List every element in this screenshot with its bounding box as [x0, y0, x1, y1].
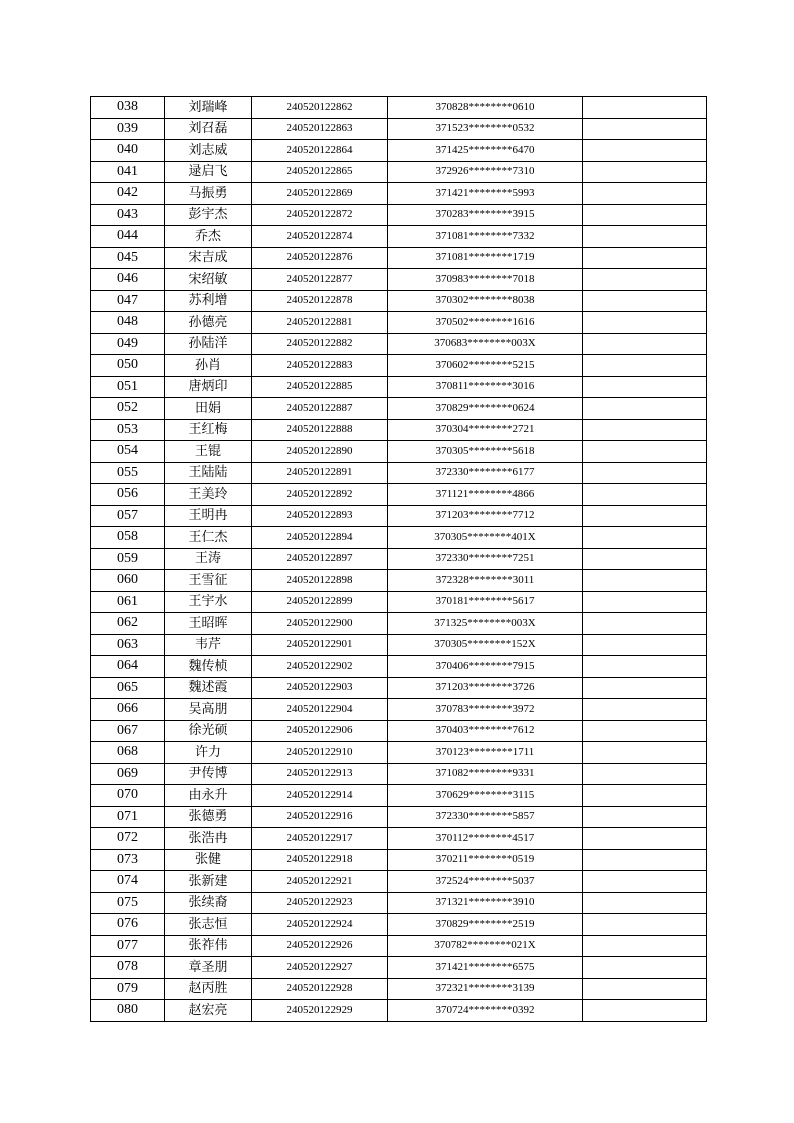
ticket-number-cell: 240520122900 [252, 613, 388, 635]
id-number-cell: 370283********3915 [388, 204, 583, 226]
table-row [91, 656, 707, 678]
name-cell: 吴高朋 [165, 699, 252, 721]
name-cell: 张浩冉 [165, 828, 252, 850]
seq-cell: 060 [91, 570, 165, 592]
blank-cell [583, 1000, 707, 1022]
table-row [91, 484, 707, 506]
table-row [91, 785, 707, 807]
table-row [91, 269, 707, 291]
ticket-number-cell: 240520122921 [252, 871, 388, 893]
id-number-cell: 370181********5617 [388, 591, 583, 613]
blank-cell [583, 312, 707, 334]
seq-cell: 072 [91, 828, 165, 850]
blank-cell [583, 161, 707, 183]
blank-cell [583, 269, 707, 291]
name-cell: 孙陆洋 [165, 333, 252, 355]
name-cell: 王宇水 [165, 591, 252, 613]
ticket-number-cell: 240520122917 [252, 828, 388, 850]
name-cell: 唐炳印 [165, 376, 252, 398]
table-row [91, 97, 707, 119]
blank-cell [583, 570, 707, 592]
name-cell: 王昭晖 [165, 613, 252, 635]
name-cell: 王陆陆 [165, 462, 252, 484]
id-number-cell: 372524********5037 [388, 871, 583, 893]
ticket-number-cell: 240520122878 [252, 290, 388, 312]
table-row [91, 1000, 707, 1022]
blank-cell [583, 914, 707, 936]
ticket-number-cell: 240520122869 [252, 183, 388, 205]
blank-cell [583, 892, 707, 914]
blank-cell [583, 742, 707, 764]
table-row [91, 914, 707, 936]
id-number-cell: 370829********0624 [388, 398, 583, 420]
table-row [91, 699, 707, 721]
seq-cell: 075 [91, 892, 165, 914]
ticket-number-cell: 240520122918 [252, 849, 388, 871]
name-cell: 魏传桢 [165, 656, 252, 678]
ticket-number-cell: 240520122923 [252, 892, 388, 914]
ticket-number-cell: 240520122882 [252, 333, 388, 355]
id-number-cell: 370724********0392 [388, 1000, 583, 1022]
ticket-number-cell: 240520122894 [252, 527, 388, 549]
blank-cell [583, 204, 707, 226]
name-cell: 王仁杰 [165, 527, 252, 549]
id-number-cell: 371081********7332 [388, 226, 583, 248]
ticket-number-cell: 240520122898 [252, 570, 388, 592]
table-row [91, 204, 707, 226]
name-cell: 魏述霞 [165, 677, 252, 699]
id-number-cell: 370406********7915 [388, 656, 583, 678]
name-cell: 赵丙胜 [165, 978, 252, 1000]
id-number-cell: 371325********003X [388, 613, 583, 635]
name-cell: 苏利增 [165, 290, 252, 312]
name-cell: 张志恒 [165, 914, 252, 936]
seq-cell: 058 [91, 527, 165, 549]
ticket-number-cell: 240520122865 [252, 161, 388, 183]
id-number-cell: 370112********4517 [388, 828, 583, 850]
table-row [91, 505, 707, 527]
name-cell: 孙肖 [165, 355, 252, 377]
name-cell: 王美玲 [165, 484, 252, 506]
name-cell: 王雪征 [165, 570, 252, 592]
table-row [91, 312, 707, 334]
name-cell: 刘召磊 [165, 118, 252, 140]
name-cell: 张续裔 [165, 892, 252, 914]
seq-cell: 063 [91, 634, 165, 656]
id-number-cell: 370811********3016 [388, 376, 583, 398]
name-cell: 田娟 [165, 398, 252, 420]
id-number-cell: 370305********152X [388, 634, 583, 656]
blank-cell [583, 957, 707, 979]
blank-cell [583, 656, 707, 678]
seq-cell: 065 [91, 677, 165, 699]
id-number-cell: 370782********021X [388, 935, 583, 957]
id-number-cell: 371421********5993 [388, 183, 583, 205]
id-number-cell: 370629********3115 [388, 785, 583, 807]
blank-cell [583, 720, 707, 742]
roster-body [91, 97, 707, 1022]
id-number-cell: 371321********3910 [388, 892, 583, 914]
name-cell: 王涛 [165, 548, 252, 570]
seq-cell: 076 [91, 914, 165, 936]
blank-cell [583, 376, 707, 398]
blank-cell [583, 785, 707, 807]
blank-cell [583, 398, 707, 420]
blank-cell [583, 441, 707, 463]
name-cell: 章圣朋 [165, 957, 252, 979]
blank-cell [583, 613, 707, 635]
ticket-number-cell: 240520122864 [252, 140, 388, 162]
seq-cell: 052 [91, 398, 165, 420]
blank-cell [583, 118, 707, 140]
id-number-cell: 371082********9331 [388, 763, 583, 785]
ticket-number-cell: 240520122899 [252, 591, 388, 613]
blank-cell [583, 677, 707, 699]
id-number-cell: 372321********3139 [388, 978, 583, 1000]
ticket-number-cell: 240520122876 [252, 247, 388, 269]
ticket-number-cell: 240520122888 [252, 419, 388, 441]
seq-cell: 047 [91, 290, 165, 312]
name-cell: 宋吉成 [165, 247, 252, 269]
blank-cell [583, 527, 707, 549]
seq-cell: 059 [91, 548, 165, 570]
name-cell: 乔杰 [165, 226, 252, 248]
ticket-number-cell: 240520122916 [252, 806, 388, 828]
ticket-number-cell: 240520122929 [252, 1000, 388, 1022]
seq-cell: 062 [91, 613, 165, 635]
ticket-number-cell: 240520122897 [252, 548, 388, 570]
table-row [91, 333, 707, 355]
ticket-number-cell: 240520122872 [252, 204, 388, 226]
id-number-cell: 370783********3972 [388, 699, 583, 721]
ticket-number-cell: 240520122863 [252, 118, 388, 140]
name-cell: 刘志威 [165, 140, 252, 162]
blank-cell [583, 763, 707, 785]
blank-cell [583, 247, 707, 269]
ticket-number-cell: 240520122883 [252, 355, 388, 377]
ticket-number-cell: 240520122913 [252, 763, 388, 785]
ticket-number-cell: 240520122892 [252, 484, 388, 506]
ticket-number-cell: 240520122902 [252, 656, 388, 678]
seq-cell: 045 [91, 247, 165, 269]
table-row [91, 441, 707, 463]
table-row [91, 118, 707, 140]
ticket-number-cell: 240520122862 [252, 97, 388, 119]
blank-cell [583, 634, 707, 656]
seq-cell: 043 [91, 204, 165, 226]
name-cell: 王明冉 [165, 505, 252, 527]
id-number-cell: 372330********7251 [388, 548, 583, 570]
id-number-cell: 372330********6177 [388, 462, 583, 484]
seq-cell: 048 [91, 312, 165, 334]
blank-cell [583, 591, 707, 613]
name-cell: 逯启飞 [165, 161, 252, 183]
ticket-number-cell: 240520122910 [252, 742, 388, 764]
table-row [91, 677, 707, 699]
seq-cell: 039 [91, 118, 165, 140]
id-number-cell: 372926********7310 [388, 161, 583, 183]
table-row [91, 226, 707, 248]
ticket-number-cell: 240520122924 [252, 914, 388, 936]
table-row [91, 806, 707, 828]
ticket-number-cell: 240520122877 [252, 269, 388, 291]
seq-cell: 069 [91, 763, 165, 785]
id-number-cell: 370302********8038 [388, 290, 583, 312]
id-number-cell: 370602********5215 [388, 355, 583, 377]
ticket-number-cell: 240520122903 [252, 677, 388, 699]
blank-cell [583, 355, 707, 377]
name-cell: 韦芹 [165, 634, 252, 656]
table-row [91, 548, 707, 570]
id-number-cell: 370211********0519 [388, 849, 583, 871]
seq-cell: 079 [91, 978, 165, 1000]
blank-cell [583, 806, 707, 828]
seq-cell: 070 [91, 785, 165, 807]
name-cell: 尹传博 [165, 763, 252, 785]
seq-cell: 066 [91, 699, 165, 721]
seq-cell: 071 [91, 806, 165, 828]
table-row [91, 355, 707, 377]
seq-cell: 042 [91, 183, 165, 205]
blank-cell [583, 849, 707, 871]
blank-cell [583, 462, 707, 484]
table-row [91, 591, 707, 613]
id-number-cell: 371425********6470 [388, 140, 583, 162]
id-number-cell: 370502********1616 [388, 312, 583, 334]
table-row [91, 398, 707, 420]
blank-cell [583, 828, 707, 850]
ticket-number-cell: 240520122890 [252, 441, 388, 463]
ticket-number-cell: 240520122926 [252, 935, 388, 957]
name-cell: 赵宏亮 [165, 1000, 252, 1022]
blank-cell [583, 978, 707, 1000]
table-row [91, 849, 707, 871]
id-number-cell: 370305********401X [388, 527, 583, 549]
table-row [91, 892, 707, 914]
blank-cell [583, 97, 707, 119]
table-row [91, 419, 707, 441]
ticket-number-cell: 240520122928 [252, 978, 388, 1000]
blank-cell [583, 871, 707, 893]
table-row [91, 935, 707, 957]
seq-cell: 068 [91, 742, 165, 764]
name-cell: 宋绍敏 [165, 269, 252, 291]
name-cell: 许力 [165, 742, 252, 764]
name-cell: 刘瑞峰 [165, 97, 252, 119]
id-number-cell: 370304********2721 [388, 419, 583, 441]
name-cell: 张健 [165, 849, 252, 871]
ticket-number-cell: 240520122901 [252, 634, 388, 656]
seq-cell: 053 [91, 419, 165, 441]
table-row [91, 247, 707, 269]
ticket-number-cell: 240520122914 [252, 785, 388, 807]
blank-cell [583, 935, 707, 957]
id-number-cell: 370983********7018 [388, 269, 583, 291]
seq-cell: 050 [91, 355, 165, 377]
table-row [91, 957, 707, 979]
seq-cell: 051 [91, 376, 165, 398]
table-row [91, 462, 707, 484]
id-number-cell: 371523********0532 [388, 118, 583, 140]
seq-cell: 074 [91, 871, 165, 893]
ticket-number-cell: 240520122887 [252, 398, 388, 420]
id-number-cell: 370403********7612 [388, 720, 583, 742]
ticket-number-cell: 240520122874 [252, 226, 388, 248]
ticket-number-cell: 240520122885 [252, 376, 388, 398]
seq-cell: 061 [91, 591, 165, 613]
id-number-cell: 371121********4866 [388, 484, 583, 506]
table-row [91, 140, 707, 162]
id-number-cell: 372328********3011 [388, 570, 583, 592]
table-row [91, 871, 707, 893]
blank-cell [583, 484, 707, 506]
name-cell: 张德勇 [165, 806, 252, 828]
ticket-number-cell: 240520122881 [252, 312, 388, 334]
name-cell: 张新建 [165, 871, 252, 893]
table-row [91, 978, 707, 1000]
seq-cell: 078 [91, 957, 165, 979]
roster-table [90, 96, 707, 1022]
seq-cell: 044 [91, 226, 165, 248]
seq-cell: 049 [91, 333, 165, 355]
name-cell: 彭宇杰 [165, 204, 252, 226]
seq-cell: 054 [91, 441, 165, 463]
table-row [91, 742, 707, 764]
seq-cell: 056 [91, 484, 165, 506]
table-row [91, 183, 707, 205]
name-cell: 孙德亮 [165, 312, 252, 334]
table-row [91, 161, 707, 183]
blank-cell [583, 505, 707, 527]
table-row [91, 613, 707, 635]
seq-cell: 067 [91, 720, 165, 742]
table-row [91, 290, 707, 312]
name-cell: 张祚伟 [165, 935, 252, 957]
blank-cell [583, 419, 707, 441]
table-row [91, 720, 707, 742]
table-row [91, 376, 707, 398]
table-row [91, 634, 707, 656]
seq-cell: 077 [91, 935, 165, 957]
name-cell: 由永升 [165, 785, 252, 807]
seq-cell: 038 [91, 97, 165, 119]
table-row [91, 527, 707, 549]
seq-cell: 073 [91, 849, 165, 871]
ticket-number-cell: 240520122891 [252, 462, 388, 484]
blank-cell [583, 226, 707, 248]
blank-cell [583, 548, 707, 570]
name-cell: 王红梅 [165, 419, 252, 441]
id-number-cell: 370305********5618 [388, 441, 583, 463]
id-number-cell: 370123********1711 [388, 742, 583, 764]
id-number-cell: 371203********7712 [388, 505, 583, 527]
id-number-cell: 370829********2519 [388, 914, 583, 936]
ticket-number-cell: 240520122927 [252, 957, 388, 979]
ticket-number-cell: 240520122893 [252, 505, 388, 527]
seq-cell: 046 [91, 269, 165, 291]
blank-cell [583, 183, 707, 205]
blank-cell [583, 699, 707, 721]
table-row [91, 828, 707, 850]
name-cell: 马振勇 [165, 183, 252, 205]
table-row [91, 763, 707, 785]
seq-cell: 057 [91, 505, 165, 527]
id-number-cell: 372330********5857 [388, 806, 583, 828]
seq-cell: 040 [91, 140, 165, 162]
seq-cell: 080 [91, 1000, 165, 1022]
seq-cell: 041 [91, 161, 165, 183]
id-number-cell: 371421********6575 [388, 957, 583, 979]
ticket-number-cell: 240520122906 [252, 720, 388, 742]
name-cell: 徐光硕 [165, 720, 252, 742]
name-cell: 王锟 [165, 441, 252, 463]
seq-cell: 064 [91, 656, 165, 678]
blank-cell [583, 290, 707, 312]
id-number-cell: 370828********0610 [388, 97, 583, 119]
id-number-cell: 371081********1719 [388, 247, 583, 269]
ticket-number-cell: 240520122904 [252, 699, 388, 721]
table-row [91, 570, 707, 592]
id-number-cell: 370683********003X [388, 333, 583, 355]
blank-cell [583, 140, 707, 162]
seq-cell: 055 [91, 462, 165, 484]
blank-cell [583, 333, 707, 355]
id-number-cell: 371203********3726 [388, 677, 583, 699]
